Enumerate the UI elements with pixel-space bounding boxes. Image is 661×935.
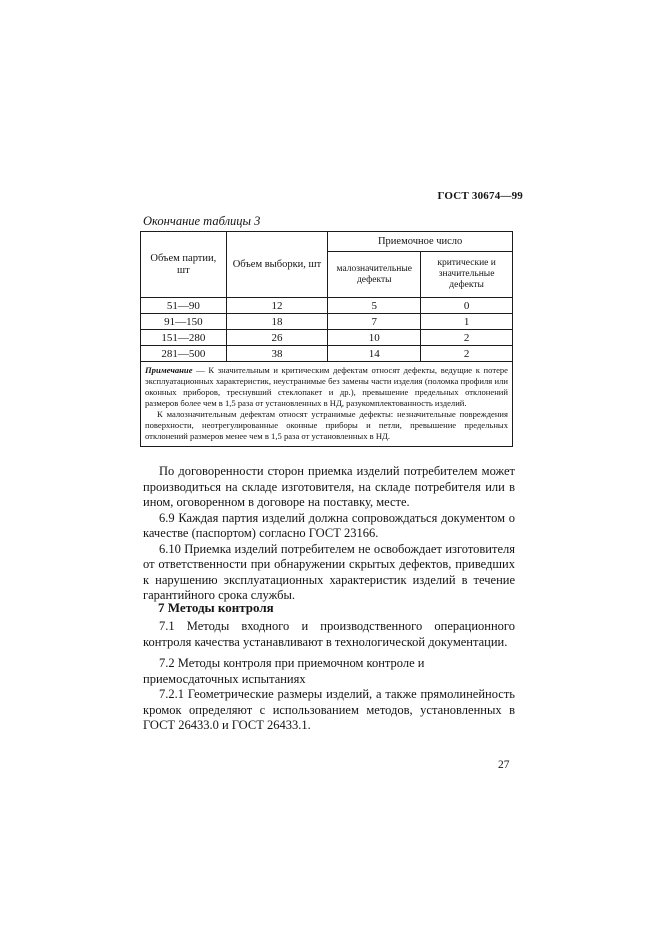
cell-lot: 91—150 (141, 314, 227, 330)
table-caption: Окончание таблицы 3 (143, 214, 261, 228)
cell-critical: 2 (421, 330, 513, 346)
table-note (141, 362, 513, 447)
note-paragraph-2: К малозначительным дефектам относят устранимые дефекты: незначительные повреждения поверхности, неотрегулированные оконные приборы и петли, превышение предельных отклонений размеров менее чем в 1,5 раза от установленных в НД. (145, 409, 508, 441)
cell-critical: 0 (421, 298, 513, 314)
paragraph-6-9: 6.9 Каждая партия изделий должна сопровождаться документом о качестве (паспортом) согласно ГОСТ 23166. (143, 510, 515, 540)
cell-minor: 5 (328, 298, 421, 314)
paragraph-7-2: 7.2 Методы контроля при приемочном контроле и приемосдаточных испытаниях (143, 656, 425, 686)
standard-number: ГОСТ 30674—99 (437, 190, 523, 202)
header-critical-defects: критические и значительные дефекты (421, 252, 513, 298)
cell-lot: 281—500 (141, 346, 227, 362)
cell-sample: 26 (226, 330, 328, 346)
paragraph-6-10: 6.10 Приемка изделий потребителем не освобождает изготовителя от ответственности при обнаружении скрытых дефектов, приведших к нарушению эксплуатационных характеристик изделий в течение гарантийного срока службы. (143, 541, 515, 602)
table-row (141, 330, 513, 346)
cell-sample: 38 (226, 346, 328, 362)
table-row (141, 314, 513, 330)
table-row (141, 346, 513, 362)
cell-critical: 2 (421, 346, 513, 362)
note-paragraph-1: — К значительным и критическим дефектам относят дефекты, ведущие к потере эксплуатационных характеристик, неустранимые без замены части изделия (поломка профиля или оконных приборов, треснувший стеклопакет и др.), превышение предельных отклонений размеров более чем в 1,5 раза от установленных в НД, разукомплектованность изделий. (145, 365, 508, 408)
cell-lot: 151—280 (141, 330, 227, 346)
header-lot-size: Объем партии, шт (141, 232, 227, 298)
cell-sample: 18 (226, 314, 328, 330)
body-block-7-2 (143, 656, 433, 687)
body-block-7-2-1 (143, 687, 515, 734)
body-block-acceptance (143, 464, 515, 604)
body-block-7-1 (143, 619, 515, 650)
cell-sample: 12 (226, 298, 328, 314)
note-label: Примечание (145, 365, 193, 375)
table-row (141, 298, 513, 314)
cell-minor: 10 (328, 330, 421, 346)
cell-minor: 7 (328, 314, 421, 330)
paragraph-7-1: 7.1 Методы входного и производственного операционного контроля качества устанавливают в технологической документации. (143, 619, 515, 649)
cell-minor: 14 (328, 346, 421, 362)
paragraph-7-2-1: 7.2.1 Геометрические размеры изделий, а также прямолинейность кромок определяют с использованием методов, установленных в ГОСТ 26433.0 и ГОСТ 26433.1. (143, 687, 515, 732)
cell-lot: 51—90 (141, 298, 227, 314)
page-number: 27 (498, 759, 510, 771)
header-minor-defects: малозначительные дефекты (328, 252, 421, 298)
section-7-heading: 7 Методы контроля (158, 600, 274, 615)
sampling-table (140, 231, 513, 447)
cell-critical: 1 (421, 314, 513, 330)
paragraph-agreement: По договоренности сторон приемка изделий потребителем может производиться на складе изготовителя, на складе потребителя или в ином, оговоренном в договоре на поставку, месте. (143, 464, 515, 509)
header-sample-size: Объем выборки, шт (226, 232, 328, 298)
header-acceptance-number: Приемочное число (328, 232, 513, 252)
